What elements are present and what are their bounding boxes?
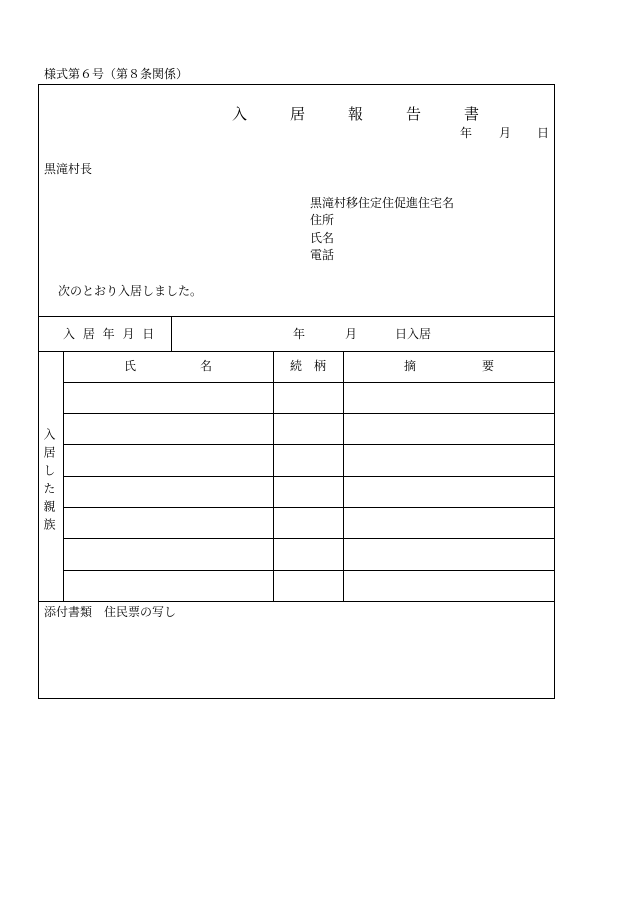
divider-line bbox=[63, 538, 555, 539]
divider-line bbox=[38, 316, 555, 317]
divider-line bbox=[63, 413, 555, 414]
applicant-program: 黒滝村移住定住促進住宅名 bbox=[310, 196, 455, 210]
relatives-side-label: 入居した親族 bbox=[42, 428, 56, 536]
move-in-month[interactable]: 月 bbox=[345, 327, 358, 341]
header-relation: 続 柄 bbox=[290, 359, 327, 373]
date-month: 月 bbox=[499, 126, 512, 140]
attachments: 添付書類 住民票の写し bbox=[44, 605, 177, 619]
divider-line bbox=[63, 444, 555, 445]
divider-line bbox=[63, 570, 555, 571]
header-remarks-1: 摘 bbox=[404, 359, 417, 373]
applicant-name: 氏名 bbox=[310, 231, 335, 245]
divider-line bbox=[38, 351, 555, 352]
form-id: 様式第６号（第８条関係） bbox=[44, 67, 189, 81]
date-year: 年 bbox=[460, 126, 473, 140]
divider-line bbox=[63, 507, 555, 508]
move-in-day[interactable]: 日入居 bbox=[395, 327, 432, 341]
page-title: 入 居 報 告 書 bbox=[232, 105, 494, 123]
applicant-address: 住所 bbox=[310, 213, 335, 227]
header-name-2: 名 bbox=[200, 359, 213, 373]
addressee: 黒滝村長 bbox=[44, 162, 93, 176]
applicant-phone: 電話 bbox=[310, 248, 335, 262]
header-name-1: 氏 bbox=[124, 359, 137, 373]
statement: 次のとおり入居しました。 bbox=[58, 284, 203, 298]
divider-line bbox=[38, 601, 555, 602]
date-day: 日 bbox=[537, 126, 550, 140]
move-in-year[interactable]: 年 bbox=[293, 327, 306, 341]
divider-line bbox=[171, 316, 172, 351]
divider-line bbox=[63, 382, 555, 383]
move-in-label: 入 居 年 月 日 bbox=[63, 327, 157, 341]
header-remarks-2: 要 bbox=[482, 359, 495, 373]
divider-line bbox=[63, 476, 555, 477]
